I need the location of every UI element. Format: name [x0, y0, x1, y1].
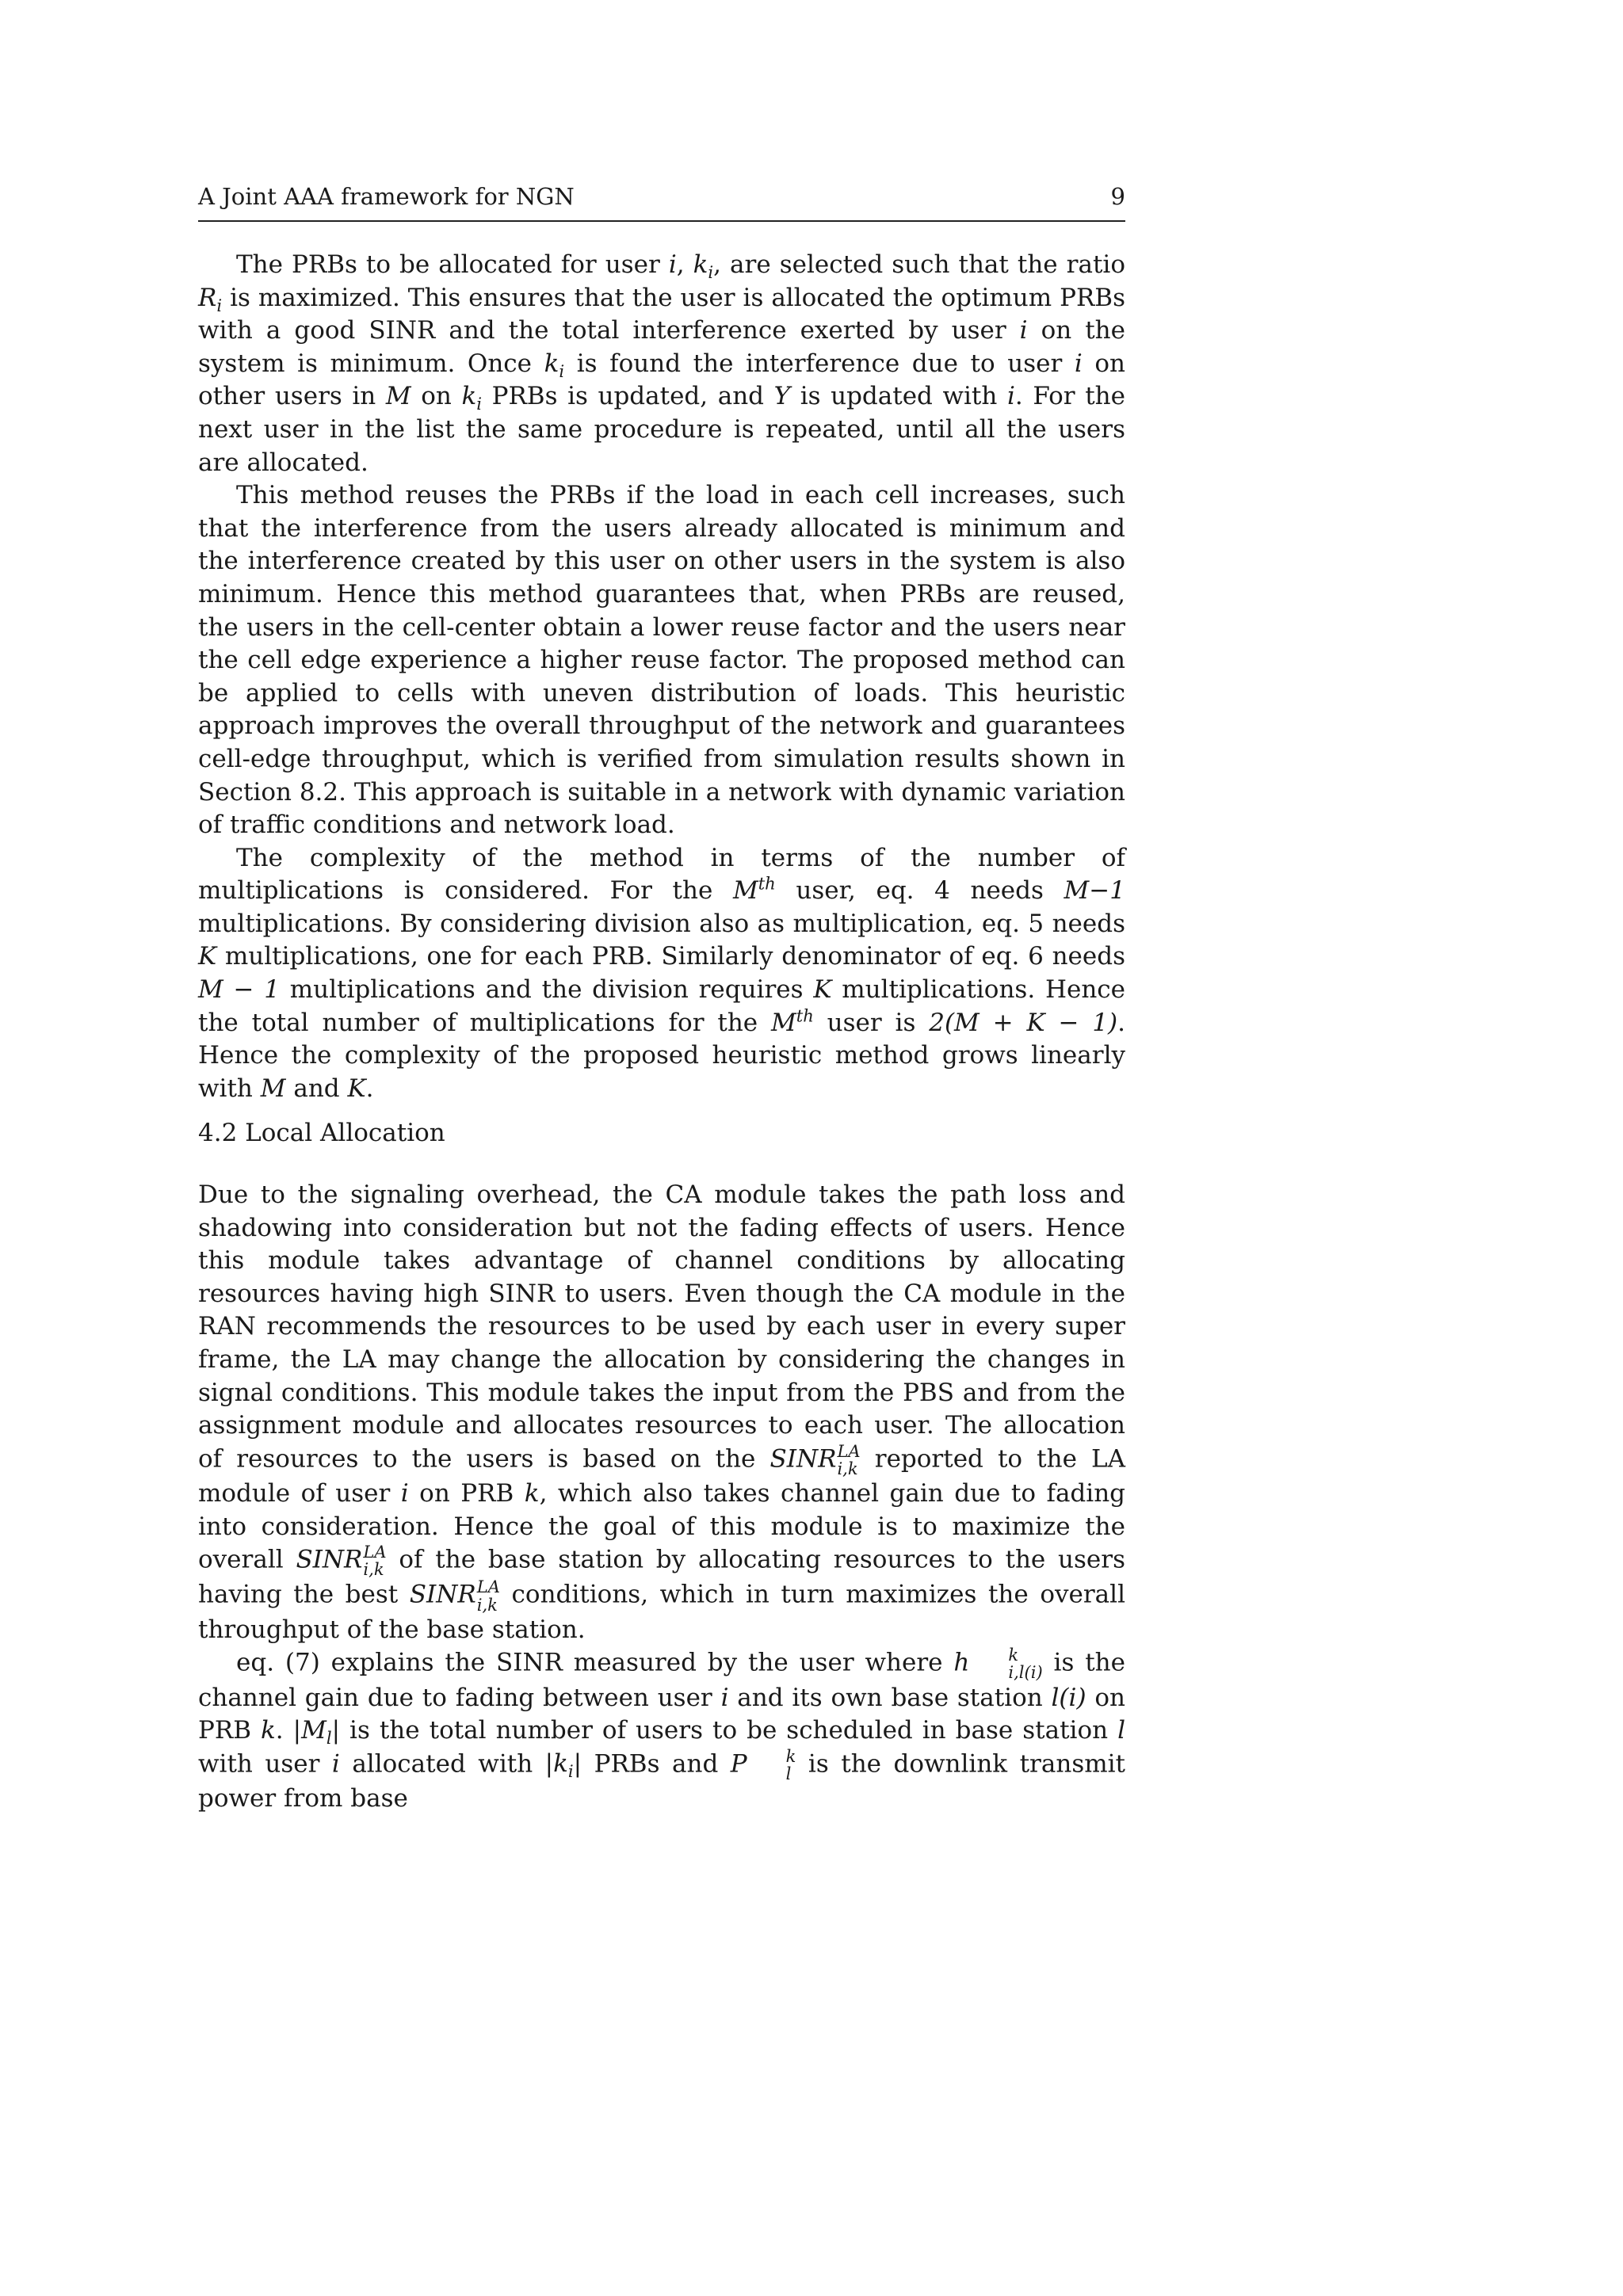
paragraph-prb-reuse: This method reuses the PRBs if the load in each cell increases, such that the interference from the users already allocated is minimum and the interference created by this user on other users in the system is also minimum. Hence this method guarantees that, when PRBs are reused, the users in the cell-center obtain a lower reuse factor and the users near the cell edge experience a higher reuse factor. The proposed method can be applied to cells with uneven distribution of loads. This heuristic approach improves the overall throughput of the network and guarantees cell-edge throughput, which is verified from simulation results shown in Section 8.2. This approach is suitable in a network with dynamic variation of traffic conditions and network load.: [198, 481, 1125, 840]
running-header: [198, 181, 1125, 222]
paragraph-prb-selection: The PRBs to be allocated for user i, $k_i$, are selected such that the ratio $R_i$ is maximized. This ensures that the user is allocated the optimum PRBs with a good SINR and the total interference exerted by user i on the system is minimum. Once $k_i$ is found the interference due to user i on other users in M on $k_i$ PRBs is updated, and Y is updated with i. For the next user in the list the same procedure is repeated, until all the users are allocated.: [198, 250, 1126, 477]
section-heading: 4.2 Local Allocation: [198, 1119, 445, 1147]
running-title: A Joint AAA framework for NGN: [198, 183, 575, 210]
paragraph-complexity: The complexity of the method in terms of the number of multiplications is considered. For the Mth user, eq. 4 needs M−1 multiplications. By considering division also as multiplication, eq. 5 needs K multiplications, one for each PRB. Similarly denominator of eq. 6 needs M − 1 multiplications and the division requires K multiplications. Hence the total number of multiplications for the Mth user is 2(M + K − 1). Hence the complexity of the proposed heuristic method grows linearly with M and K.: [198, 843, 1125, 1103]
paragraph-sinr-equation: eq. (7) explains the SINR measured by the user where h k i,l(i) is the channel gain due to fading between user i and its own base station l(i) on PRB k. $|M_l|$ is the total number of users to be scheduled in base station l with user i allocated with $|k_i|$ PRBs and P k l is the downlink transmit power from base: [198, 1645, 1125, 1813]
body-text-upper: [198, 249, 1125, 1105]
body-text-lower: [198, 1179, 1125, 1816]
paragraph-local-allocation: Due to the signaling overhead, the CA module takes the path loss and shadowing into consideration but not the fading effects of users. Hence this module takes advantage of channel conditions by allocating resources having high SINR to users. Even though the CA module in the RAN recommends the resources to be used by each user in every super frame, the LA may change the allocation by considering the changes in signal conditions. This module takes the input from the PBS and from the assignment module and allocates resources to each user. The allocation of resources to the users is based on the SINR LA i,k reported to the LA module of user i on PRB k, which also takes channel gain due to fading into consideration. Hence the goal of this module is to maximize the overall SINR LA i,k of the base station by allocating resources to the users having the best SINR LA i,k conditions, which in turn maximizes the overall throughput of the base station.: [198, 1180, 1125, 1644]
page-number: 9: [1110, 183, 1125, 210]
